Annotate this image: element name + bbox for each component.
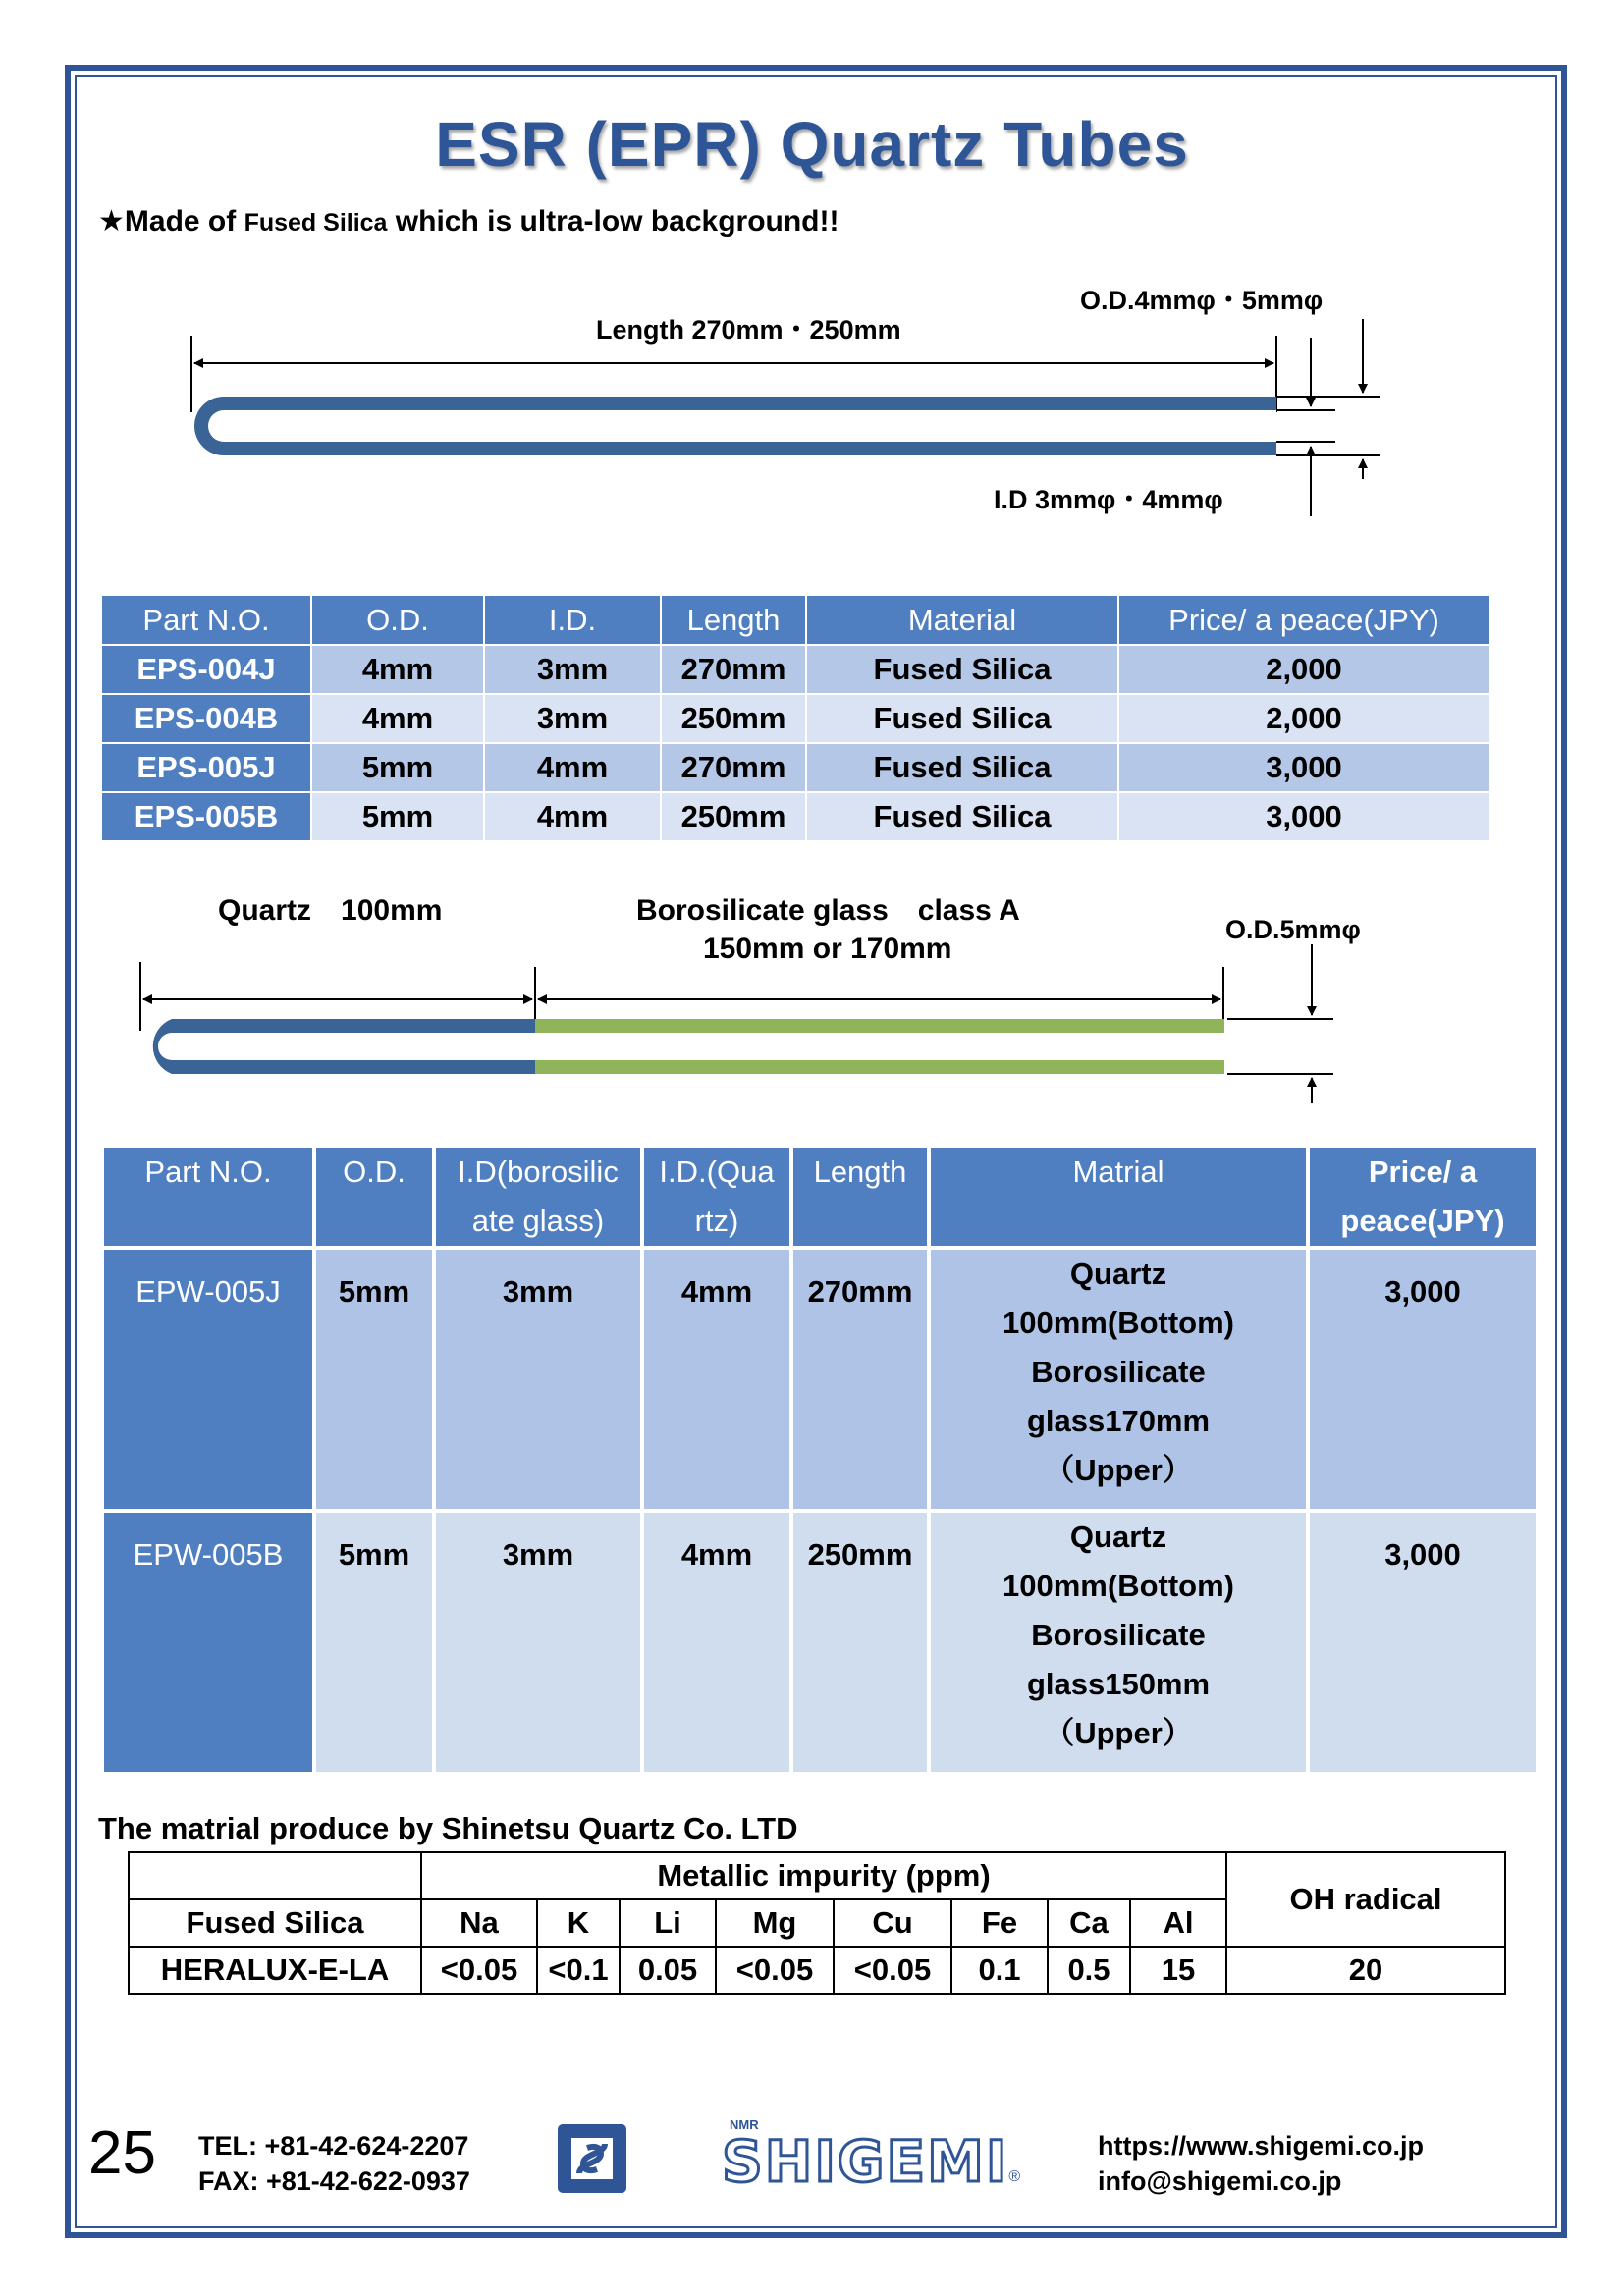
page-number: 25	[88, 2119, 156, 2187]
cell-id: 4mm	[484, 743, 661, 792]
header-od: O.D.	[314, 1146, 434, 1248]
table-row	[101, 743, 1489, 792]
part-number: EPS-005J	[101, 743, 311, 792]
page-title: ESR (EPR) Quartz Tubes	[435, 109, 1189, 180]
composite-tube-diagram	[140, 944, 1333, 1103]
element-header: Ca	[1048, 1899, 1130, 1947]
borosilicate-label: Borosilicate glass class A	[636, 894, 1020, 927]
table-row	[102, 1248, 1538, 1511]
table-row	[101, 792, 1489, 841]
website-link[interactable]: https://www.shigemi.co.jp	[1098, 2131, 1425, 2161]
header-length: Length	[661, 595, 806, 645]
tagline-text-1: Made of	[124, 205, 244, 238]
impurity-value: 0.5	[1048, 1947, 1130, 1994]
table-row	[129, 1947, 1505, 1994]
cell-price: 3,000	[1308, 1511, 1538, 1774]
cell-material: Fused Silica	[806, 743, 1118, 792]
part-number: EPS-004B	[101, 694, 311, 743]
od-label: O.D.4mmφ・5mmφ	[1080, 286, 1324, 315]
cell-od: 5mm	[311, 743, 484, 792]
header-length: Length	[791, 1146, 929, 1248]
impurity-value: 15	[1130, 1947, 1226, 1994]
impurity-table	[128, 1851, 1506, 1995]
registered-mark: ®	[1008, 2168, 1021, 2185]
element-header: Al	[1130, 1899, 1226, 1947]
cell-od: 4mm	[311, 694, 484, 743]
composite-tube-bore	[158, 1033, 1224, 1060]
cell-id-quartz: 4mm	[642, 1511, 791, 1774]
quartz-tube-bore	[208, 410, 1276, 442]
contact-block	[198, 2128, 470, 2199]
cell-od: 5mm	[314, 1511, 434, 1774]
header-part-no: Part N.O.	[101, 595, 311, 645]
part-number: EPS-004J	[101, 645, 311, 694]
product-name: HERALUX-E-LA	[129, 1947, 421, 1994]
impurity-value: <0.05	[421, 1947, 537, 1994]
impurity-value: 0.05	[620, 1947, 716, 1994]
header-part-no: Part N.O.	[102, 1146, 314, 1248]
cell-id-borosilicate: 3mm	[434, 1248, 642, 1511]
id-label: I.D 3mmφ・4mmφ	[994, 485, 1223, 514]
header-material: Matrial	[929, 1146, 1308, 1248]
fax: FAX: +81-42-622-0937	[198, 2166, 470, 2196]
cell-price: 3,000	[1118, 743, 1489, 792]
impurity-value: <0.1	[537, 1947, 620, 1994]
header-price: Price/ a peace(JPY)	[1308, 1146, 1538, 1248]
cell-od: 5mm	[314, 1248, 434, 1511]
header-od: O.D.	[311, 595, 484, 645]
cell-material: Fused Silica	[806, 792, 1118, 841]
cell-id: 4mm	[484, 792, 661, 841]
header-material: Material	[806, 595, 1118, 645]
element-header: Li	[620, 1899, 716, 1947]
cell-price: 2,000	[1118, 645, 1489, 694]
email-link[interactable]: info@shigemi.co.jp	[1098, 2166, 1342, 2196]
metallic-impurity-header: Metallic impurity (ppm)	[421, 1852, 1226, 1899]
impurity-value: 0.1	[951, 1947, 1048, 1994]
part-number: EPS-005B	[101, 792, 311, 841]
header-id-borosilicate: I.D(borosilic ate glass)	[434, 1146, 642, 1248]
length-label: Length 270mm・250mm	[596, 315, 901, 345]
quartz-length-label: Quartz 100mm	[218, 894, 443, 927]
header-price: Price/ a peace(JPY)	[1118, 595, 1489, 645]
od-5mm-label: O.D.5mmφ	[1225, 915, 1361, 944]
impurity-value: <0.05	[716, 1947, 834, 1994]
logo-nmr-text: NMR	[730, 2117, 759, 2132]
element-header: Na	[421, 1899, 537, 1947]
oh-radical-value: 20	[1226, 1947, 1505, 1994]
tel: TEL: +81-42-624-2207	[198, 2131, 469, 2161]
cell-length: 270mm	[791, 1248, 929, 1511]
table-row	[101, 694, 1489, 743]
tagline-text-2: Fused Silica	[244, 209, 388, 237]
cell-material: Quartz 100mm(Bottom) Borosilicate glass170mm （Upper）	[929, 1248, 1308, 1511]
part-number: EPW-005B	[102, 1511, 314, 1774]
cell-length: 250mm	[661, 792, 806, 841]
table-header-row	[102, 1146, 1538, 1248]
table-row	[102, 1511, 1538, 1774]
cell-id-borosilicate: 3mm	[434, 1511, 642, 1774]
company-logo	[722, 2117, 1021, 2195]
impurity-table-title: The matrial produce by Shinetsu Quartz Co. LTD	[98, 1811, 798, 1845]
part-number: EPW-005J	[102, 1248, 314, 1511]
cell-material: Fused Silica	[806, 694, 1118, 743]
cell-price: 2,000	[1118, 694, 1489, 743]
cell-material: Quartz 100mm(Bottom) Borosilicate glass150mm （Upper）	[929, 1511, 1308, 1774]
cell-id: 3mm	[484, 694, 661, 743]
oh-radical-header: OH radical	[1226, 1852, 1505, 1947]
cell-price: 3,000	[1118, 792, 1489, 841]
cell-length: 270mm	[661, 645, 806, 694]
element-header: Fe	[951, 1899, 1048, 1947]
logo-text: SHIGEMI	[722, 2128, 1009, 2195]
cell-id-quartz: 4mm	[642, 1248, 791, 1511]
cell-price: 3,000	[1308, 1248, 1538, 1511]
table-header-row	[129, 1852, 1505, 1899]
element-header: Cu	[834, 1899, 951, 1947]
element-header: Mg	[716, 1899, 834, 1947]
tagline-text-3: which is ultra-low background!!	[387, 205, 839, 238]
company-mark-icon	[558, 2124, 626, 2193]
cell-id: 3mm	[484, 645, 661, 694]
header-id-quartz: I.D.(Qua rtz)	[642, 1146, 791, 1248]
impurity-value: <0.05	[834, 1947, 951, 1994]
cell-od: 5mm	[311, 792, 484, 841]
star-icon: ★	[98, 205, 125, 238]
cell-od: 4mm	[311, 645, 484, 694]
eps-tubes-table	[100, 594, 1490, 842]
table-row	[101, 645, 1489, 694]
table-header-row	[101, 595, 1489, 645]
borosilicate-length-label: 150mm or 170mm	[703, 933, 952, 965]
epw-tubes-table	[100, 1144, 1540, 1776]
blank-cell	[129, 1852, 421, 1899]
cell-material: Fused Silica	[806, 645, 1118, 694]
cell-length: 270mm	[661, 743, 806, 792]
fused-silica-header: Fused Silica	[129, 1899, 421, 1947]
header-id: I.D.	[484, 595, 661, 645]
cell-length: 250mm	[661, 694, 806, 743]
cell-length: 250mm	[791, 1511, 929, 1774]
web-block	[1098, 2128, 1424, 2199]
element-header: K	[537, 1899, 620, 1947]
